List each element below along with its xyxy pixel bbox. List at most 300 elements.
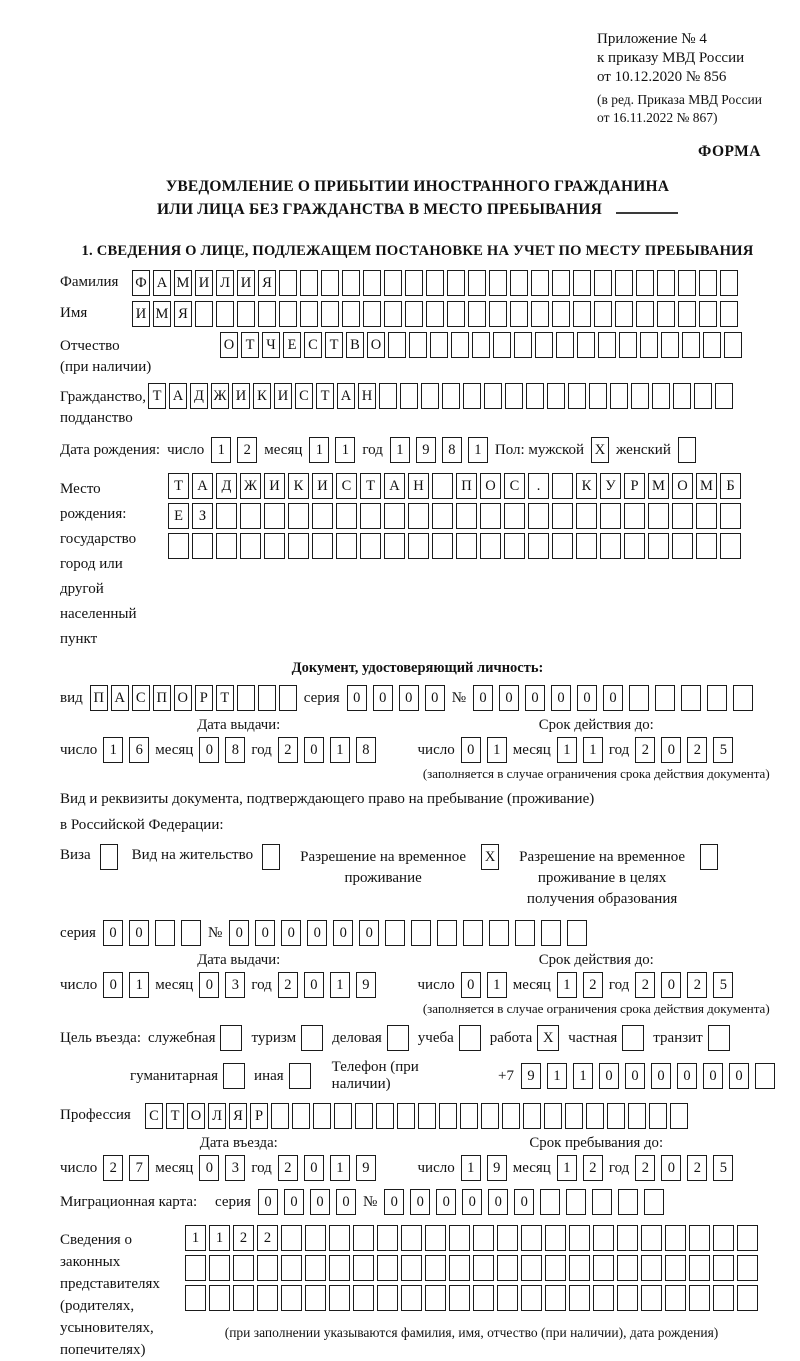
char-box[interactable] xyxy=(240,533,261,559)
char-box[interactable]: 1 xyxy=(557,737,577,763)
char-box[interactable] xyxy=(321,270,339,296)
char-box[interactable]: З xyxy=(192,503,213,529)
char-box[interactable]: И xyxy=(237,270,255,296)
char-box[interactable]: 9 xyxy=(416,437,436,463)
char-box[interactable] xyxy=(528,533,549,559)
char-box[interactable] xyxy=(363,301,381,327)
char-box[interactable]: 0 xyxy=(603,685,623,711)
char-box[interactable] xyxy=(737,1255,758,1281)
char-box[interactable] xyxy=(624,503,645,529)
char-box[interactable] xyxy=(405,301,423,327)
char-box[interactable] xyxy=(312,533,333,559)
char-box[interactable] xyxy=(463,920,483,946)
char-box[interactable]: О xyxy=(480,473,501,499)
char-box[interactable] xyxy=(185,1255,206,1281)
char-box[interactable] xyxy=(615,301,633,327)
char-box[interactable]: О xyxy=(187,1103,205,1129)
char-box[interactable]: О xyxy=(220,332,238,358)
char-box[interactable] xyxy=(636,301,654,327)
char-box[interactable]: К xyxy=(288,473,309,499)
char-box[interactable] xyxy=(545,1255,566,1281)
char-box[interactable] xyxy=(589,383,607,409)
char-box[interactable] xyxy=(655,685,675,711)
char-box[interactable] xyxy=(233,1255,254,1281)
char-box[interactable]: X xyxy=(481,844,499,870)
char-box[interactable] xyxy=(641,1225,662,1251)
char-box[interactable] xyxy=(312,503,333,529)
char-box[interactable]: 2 xyxy=(278,1155,298,1181)
char-box[interactable]: 2 xyxy=(687,1155,707,1181)
char-box[interactable] xyxy=(360,533,381,559)
char-box[interactable]: 0 xyxy=(304,972,324,998)
char-box[interactable]: 0 xyxy=(199,972,219,998)
char-box[interactable] xyxy=(689,1225,710,1251)
char-box[interactable]: П xyxy=(456,473,477,499)
char-box[interactable] xyxy=(384,503,405,529)
checkbox[interactable] xyxy=(301,1025,323,1051)
char-box[interactable]: А xyxy=(192,473,213,499)
char-box[interactable] xyxy=(617,1255,638,1281)
char-box[interactable]: 1 xyxy=(487,972,507,998)
char-box[interactable] xyxy=(696,503,717,529)
checkbox[interactable] xyxy=(708,1025,730,1051)
char-box[interactable] xyxy=(300,270,318,296)
char-box[interactable]: 1 xyxy=(185,1225,206,1251)
char-box[interactable]: 0 xyxy=(199,737,219,763)
char-box[interactable] xyxy=(707,685,727,711)
char-box[interactable]: 0 xyxy=(304,737,324,763)
char-box[interactable] xyxy=(426,301,444,327)
char-box[interactable] xyxy=(593,1225,614,1251)
char-box[interactable] xyxy=(353,1225,374,1251)
char-box[interactable]: 2 xyxy=(635,972,655,998)
char-box[interactable] xyxy=(657,270,675,296)
char-box[interactable] xyxy=(489,301,507,327)
char-box[interactable]: 0 xyxy=(284,1189,304,1215)
char-box[interactable]: М xyxy=(648,473,669,499)
char-box[interactable]: 6 xyxy=(129,737,149,763)
char-box[interactable] xyxy=(233,1285,254,1311)
char-box[interactable]: С xyxy=(336,473,357,499)
char-box[interactable] xyxy=(353,1285,374,1311)
char-box[interactable] xyxy=(473,1225,494,1251)
char-box[interactable] xyxy=(411,920,431,946)
char-box[interactable]: 0 xyxy=(473,685,493,711)
char-box[interactable]: 0 xyxy=(333,920,353,946)
char-box[interactable] xyxy=(334,1103,352,1129)
char-box[interactable] xyxy=(521,1255,542,1281)
char-box[interactable] xyxy=(689,1255,710,1281)
char-box[interactable]: Л xyxy=(208,1103,226,1129)
char-box[interactable] xyxy=(523,1103,541,1129)
char-box[interactable] xyxy=(733,685,753,711)
char-box[interactable] xyxy=(569,1285,590,1311)
char-box[interactable]: Я xyxy=(174,301,192,327)
char-box[interactable] xyxy=(497,1285,518,1311)
char-box[interactable] xyxy=(237,685,255,711)
char-box[interactable] xyxy=(737,1225,758,1251)
char-box[interactable] xyxy=(237,301,255,327)
char-box[interactable]: 1 xyxy=(330,1155,350,1181)
char-box[interactable] xyxy=(216,503,237,529)
char-box[interactable] xyxy=(363,270,381,296)
char-box[interactable]: 9 xyxy=(356,1155,376,1181)
char-box[interactable] xyxy=(720,301,738,327)
checkbox[interactable] xyxy=(289,1063,311,1089)
char-box[interactable] xyxy=(715,383,733,409)
char-box[interactable]: 0 xyxy=(488,1189,508,1215)
char-box[interactable]: 1 xyxy=(547,1063,567,1089)
char-box[interactable] xyxy=(504,533,525,559)
char-box[interactable] xyxy=(342,270,360,296)
char-box[interactable]: Я xyxy=(258,270,276,296)
char-box[interactable]: Т xyxy=(325,332,343,358)
char-box[interactable] xyxy=(720,503,741,529)
char-box[interactable] xyxy=(573,270,591,296)
char-box[interactable] xyxy=(456,533,477,559)
char-box[interactable]: 1 xyxy=(557,1155,577,1181)
char-box[interactable] xyxy=(568,383,586,409)
char-box[interactable]: Д xyxy=(190,383,208,409)
char-box[interactable]: 5 xyxy=(713,737,733,763)
char-box[interactable] xyxy=(665,1255,686,1281)
char-box[interactable] xyxy=(678,437,696,463)
char-box[interactable] xyxy=(377,1285,398,1311)
char-box[interactable] xyxy=(405,270,423,296)
char-box[interactable]: Я xyxy=(229,1103,247,1129)
char-box[interactable]: 0 xyxy=(258,1189,278,1215)
char-box[interactable] xyxy=(594,270,612,296)
char-box[interactable] xyxy=(565,1103,583,1129)
char-box[interactable]: 2 xyxy=(233,1225,254,1251)
char-box[interactable] xyxy=(353,1255,374,1281)
char-box[interactable]: Е xyxy=(283,332,301,358)
char-box[interactable] xyxy=(586,1103,604,1129)
char-box[interactable] xyxy=(576,533,597,559)
char-box[interactable] xyxy=(641,1255,662,1281)
char-box[interactable] xyxy=(672,533,693,559)
char-box[interactable]: 0 xyxy=(103,972,123,998)
char-box[interactable] xyxy=(545,1225,566,1251)
char-box[interactable]: 1 xyxy=(573,1063,593,1089)
char-box[interactable] xyxy=(439,1103,457,1129)
char-box[interactable] xyxy=(713,1255,734,1281)
checkbox[interactable] xyxy=(622,1025,644,1051)
char-box[interactable] xyxy=(472,332,490,358)
char-box[interactable] xyxy=(720,533,741,559)
char-box[interactable]: О xyxy=(367,332,385,358)
char-box[interactable]: 9 xyxy=(487,1155,507,1181)
char-box[interactable]: Ж xyxy=(211,383,229,409)
char-box[interactable] xyxy=(425,1285,446,1311)
char-box[interactable] xyxy=(384,301,402,327)
char-box[interactable]: У xyxy=(600,473,621,499)
char-box[interactable]: А xyxy=(337,383,355,409)
char-box[interactable] xyxy=(484,383,502,409)
char-box[interactable] xyxy=(628,1103,646,1129)
char-box[interactable]: Р xyxy=(624,473,645,499)
char-box[interactable]: 8 xyxy=(225,737,245,763)
char-box[interactable]: 8 xyxy=(442,437,462,463)
char-box[interactable] xyxy=(552,473,573,499)
char-box[interactable] xyxy=(355,1103,373,1129)
char-box[interactable]: Т xyxy=(216,685,234,711)
char-box[interactable] xyxy=(192,533,213,559)
char-box[interactable] xyxy=(195,301,213,327)
char-box[interactable]: 1 xyxy=(335,437,355,463)
char-box[interactable] xyxy=(408,503,429,529)
char-box[interactable]: К xyxy=(253,383,271,409)
char-box[interactable]: 0 xyxy=(304,1155,324,1181)
char-box[interactable] xyxy=(409,332,427,358)
char-box[interactable] xyxy=(342,301,360,327)
char-box[interactable] xyxy=(468,270,486,296)
char-box[interactable] xyxy=(430,332,448,358)
char-box[interactable]: 0 xyxy=(199,1155,219,1181)
char-box[interactable] xyxy=(258,301,276,327)
char-box[interactable] xyxy=(624,533,645,559)
char-box[interactable] xyxy=(682,332,700,358)
char-box[interactable] xyxy=(168,533,189,559)
char-box[interactable]: Л xyxy=(216,270,234,296)
char-box[interactable]: 2 xyxy=(278,737,298,763)
char-box[interactable]: 2 xyxy=(257,1225,278,1251)
char-box[interactable]: И xyxy=(264,473,285,499)
char-box[interactable]: А xyxy=(169,383,187,409)
char-box[interactable] xyxy=(610,383,628,409)
char-box[interactable]: 0 xyxy=(436,1189,456,1215)
char-box[interactable]: 0 xyxy=(661,972,681,998)
char-box[interactable] xyxy=(567,920,587,946)
char-box[interactable] xyxy=(502,1103,520,1129)
char-box[interactable] xyxy=(473,1255,494,1281)
char-box[interactable]: 0 xyxy=(129,920,149,946)
char-box[interactable] xyxy=(480,533,501,559)
char-box[interactable] xyxy=(377,1225,398,1251)
char-box[interactable] xyxy=(724,332,742,358)
char-box[interactable]: 1 xyxy=(309,437,329,463)
char-box[interactable]: 0 xyxy=(255,920,275,946)
char-box[interactable] xyxy=(700,844,718,870)
char-box[interactable] xyxy=(540,1189,560,1215)
char-box[interactable] xyxy=(279,270,297,296)
char-box[interactable]: 0 xyxy=(499,685,519,711)
char-box[interactable]: Ч xyxy=(262,332,280,358)
char-box[interactable]: И xyxy=(132,301,150,327)
char-box[interactable] xyxy=(447,270,465,296)
char-box[interactable] xyxy=(600,533,621,559)
char-box[interactable] xyxy=(401,1225,422,1251)
char-box[interactable]: М xyxy=(174,270,192,296)
char-box[interactable] xyxy=(617,1225,638,1251)
char-box[interactable] xyxy=(425,1225,446,1251)
char-box[interactable] xyxy=(665,1285,686,1311)
char-box[interactable] xyxy=(657,301,675,327)
char-box[interactable] xyxy=(648,533,669,559)
char-box[interactable] xyxy=(552,270,570,296)
char-box[interactable] xyxy=(593,1255,614,1281)
char-box[interactable] xyxy=(271,1103,289,1129)
char-box[interactable] xyxy=(329,1285,350,1311)
char-box[interactable] xyxy=(528,503,549,529)
char-box[interactable] xyxy=(216,533,237,559)
char-box[interactable]: Т xyxy=(166,1103,184,1129)
char-box[interactable] xyxy=(593,1285,614,1311)
char-box[interactable]: 0 xyxy=(577,685,597,711)
char-box[interactable] xyxy=(648,503,669,529)
char-box[interactable]: 3 xyxy=(225,1155,245,1181)
char-box[interactable]: 0 xyxy=(462,1189,482,1215)
char-box[interactable] xyxy=(576,503,597,529)
char-box[interactable]: 1 xyxy=(330,972,350,998)
char-box[interactable] xyxy=(432,533,453,559)
char-box[interactable]: 0 xyxy=(281,920,301,946)
char-box[interactable]: 2 xyxy=(237,437,257,463)
char-box[interactable] xyxy=(696,533,717,559)
char-box[interactable] xyxy=(432,473,453,499)
char-box[interactable] xyxy=(449,1255,470,1281)
char-box[interactable] xyxy=(329,1255,350,1281)
char-box[interactable]: Т xyxy=(241,332,259,358)
char-box[interactable] xyxy=(449,1225,470,1251)
char-box[interactable]: 0 xyxy=(336,1189,356,1215)
char-box[interactable] xyxy=(388,332,406,358)
char-box[interactable]: В xyxy=(346,332,364,358)
char-box[interactable] xyxy=(336,503,357,529)
char-box[interactable]: 5 xyxy=(713,1155,733,1181)
char-box[interactable] xyxy=(376,1103,394,1129)
char-box[interactable]: 0 xyxy=(461,972,481,998)
char-box[interactable] xyxy=(456,503,477,529)
char-box[interactable] xyxy=(418,1103,436,1129)
char-box[interactable] xyxy=(480,503,501,529)
char-box[interactable] xyxy=(636,270,654,296)
char-box[interactable]: 0 xyxy=(461,737,481,763)
char-box[interactable] xyxy=(468,301,486,327)
char-box[interactable] xyxy=(279,685,297,711)
char-box[interactable] xyxy=(521,1285,542,1311)
char-box[interactable] xyxy=(329,1225,350,1251)
char-box[interactable]: Р xyxy=(250,1103,268,1129)
char-box[interactable] xyxy=(497,1225,518,1251)
char-box[interactable]: 0 xyxy=(399,685,419,711)
char-box[interactable] xyxy=(703,332,721,358)
char-box[interactable]: 0 xyxy=(410,1189,430,1215)
char-box[interactable] xyxy=(489,270,507,296)
char-box[interactable]: С xyxy=(295,383,313,409)
char-box[interactable] xyxy=(569,1225,590,1251)
char-box[interactable] xyxy=(257,1255,278,1281)
char-box[interactable]: 2 xyxy=(583,1155,603,1181)
char-box[interactable]: 2 xyxy=(687,737,707,763)
char-box[interactable] xyxy=(510,301,528,327)
char-box[interactable]: X xyxy=(591,437,609,463)
char-box[interactable] xyxy=(514,332,532,358)
char-box[interactable] xyxy=(672,503,693,529)
checkbox[interactable] xyxy=(387,1025,409,1051)
char-box[interactable] xyxy=(313,1103,331,1129)
char-box[interactable] xyxy=(305,1225,326,1251)
char-box[interactable] xyxy=(556,332,574,358)
char-box[interactable]: 2 xyxy=(635,737,655,763)
char-box[interactable] xyxy=(713,1285,734,1311)
char-box[interactable] xyxy=(598,332,616,358)
char-box[interactable]: 1 xyxy=(557,972,577,998)
char-box[interactable] xyxy=(569,1255,590,1281)
char-box[interactable] xyxy=(185,1285,206,1311)
char-box[interactable] xyxy=(305,1255,326,1281)
char-box[interactable] xyxy=(515,920,535,946)
char-box[interactable] xyxy=(592,1189,612,1215)
char-box[interactable]: 9 xyxy=(521,1063,541,1089)
char-box[interactable]: 1 xyxy=(129,972,149,998)
char-box[interactable]: 1 xyxy=(461,1155,481,1181)
char-box[interactable]: 0 xyxy=(310,1189,330,1215)
char-box[interactable] xyxy=(473,1285,494,1311)
char-box[interactable] xyxy=(673,383,691,409)
char-box[interactable]: 1 xyxy=(390,437,410,463)
char-box[interactable] xyxy=(379,383,397,409)
char-box[interactable] xyxy=(573,301,591,327)
char-box[interactable] xyxy=(377,1255,398,1281)
char-box[interactable]: И xyxy=(195,270,213,296)
char-box[interactable]: О xyxy=(672,473,693,499)
char-box[interactable] xyxy=(541,920,561,946)
char-box[interactable] xyxy=(216,301,234,327)
char-box[interactable] xyxy=(397,1103,415,1129)
char-box[interactable] xyxy=(699,301,717,327)
char-box[interactable]: 1 xyxy=(103,737,123,763)
char-box[interactable] xyxy=(209,1255,230,1281)
char-box[interactable]: И xyxy=(232,383,250,409)
char-box[interactable] xyxy=(305,1285,326,1311)
char-box[interactable]: 1 xyxy=(468,437,488,463)
char-box[interactable] xyxy=(678,270,696,296)
char-box[interactable]: 0 xyxy=(347,685,367,711)
char-box[interactable] xyxy=(425,1255,446,1281)
char-box[interactable] xyxy=(257,1285,278,1311)
char-box[interactable] xyxy=(264,533,285,559)
char-box[interactable] xyxy=(694,383,712,409)
char-box[interactable]: 2 xyxy=(635,1155,655,1181)
char-box[interactable] xyxy=(535,332,553,358)
char-box[interactable] xyxy=(631,383,649,409)
char-box[interactable] xyxy=(288,533,309,559)
char-box[interactable]: И xyxy=(274,383,292,409)
char-box[interactable] xyxy=(737,1285,758,1311)
char-box[interactable]: 0 xyxy=(103,920,123,946)
char-box[interactable] xyxy=(521,1225,542,1251)
char-box[interactable]: И xyxy=(312,473,333,499)
checkbox[interactable] xyxy=(223,1063,245,1089)
char-box[interactable]: О xyxy=(174,685,192,711)
char-box[interactable] xyxy=(321,301,339,327)
char-box[interactable] xyxy=(426,270,444,296)
char-box[interactable] xyxy=(641,1285,662,1311)
char-box[interactable] xyxy=(181,920,201,946)
char-box[interactable]: Т xyxy=(360,473,381,499)
char-box[interactable]: 0 xyxy=(677,1063,697,1089)
char-box[interactable] xyxy=(401,1285,422,1311)
char-box[interactable] xyxy=(552,533,573,559)
char-box[interactable]: 1 xyxy=(330,737,350,763)
char-box[interactable] xyxy=(489,920,509,946)
char-box[interactable] xyxy=(681,685,701,711)
char-box[interactable]: 9 xyxy=(356,972,376,998)
char-box[interactable] xyxy=(384,270,402,296)
char-box[interactable]: 0 xyxy=(307,920,327,946)
char-box[interactable]: 0 xyxy=(625,1063,645,1089)
